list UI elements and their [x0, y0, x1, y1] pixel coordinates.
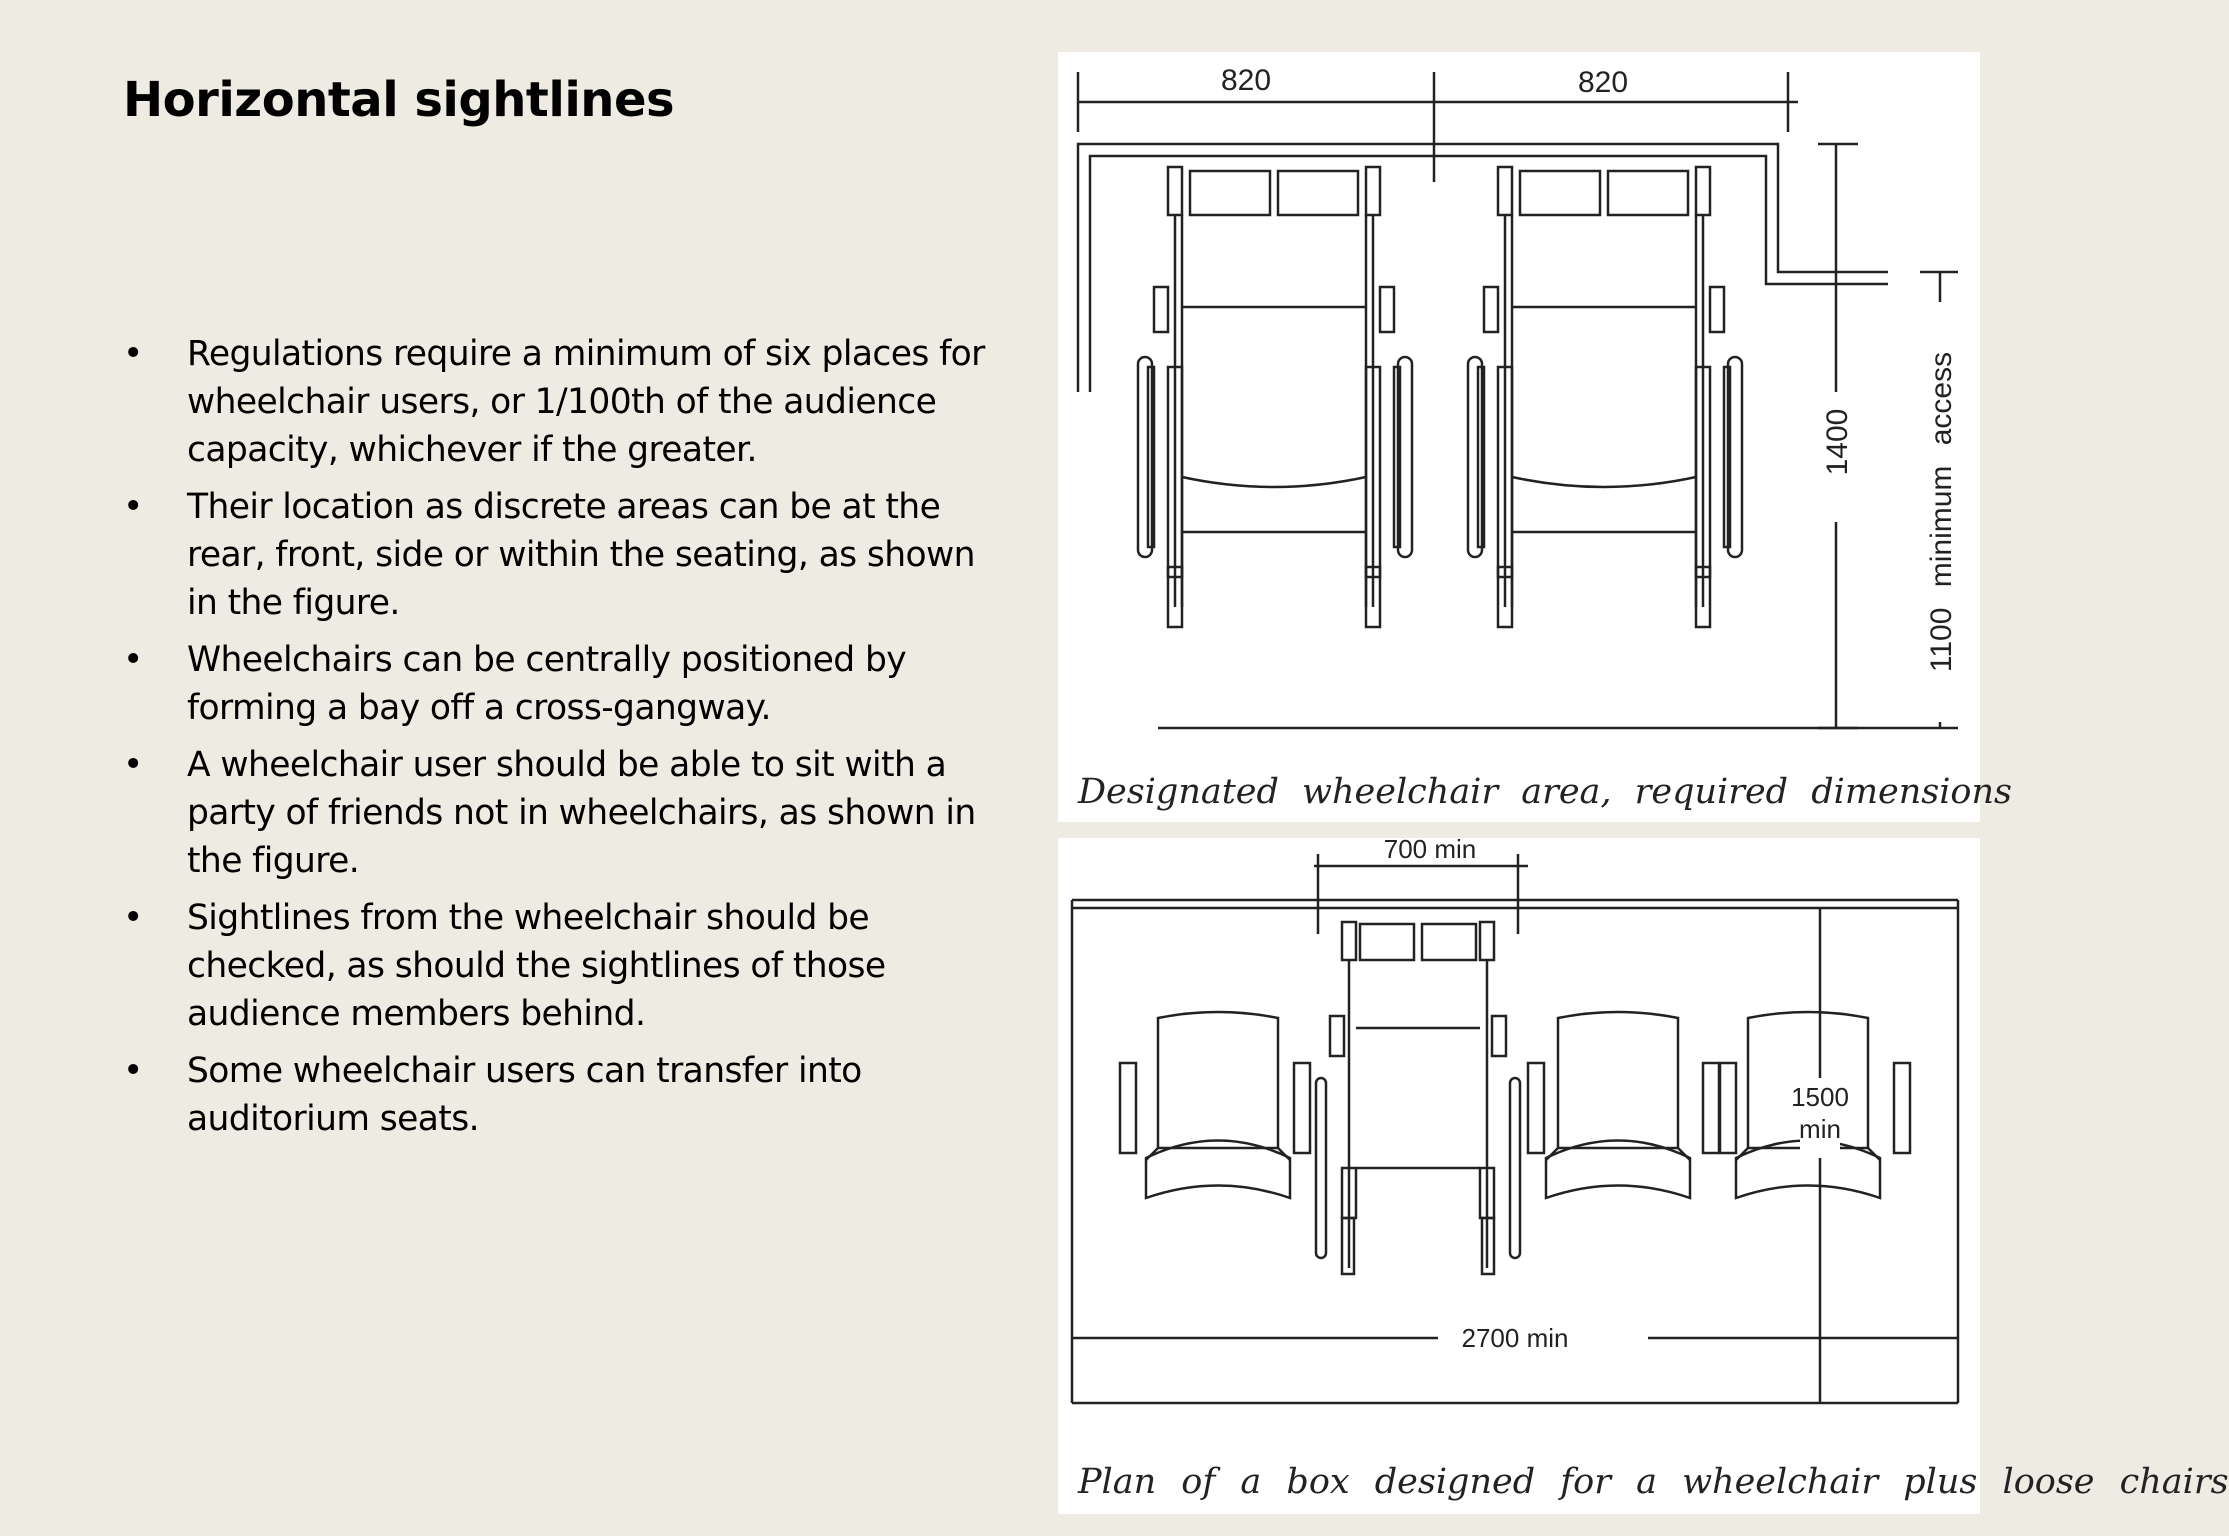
dim-wheelchair-width: 700 min [1383, 834, 1477, 864]
bullet-item [123, 636, 1013, 732]
dim-depth-unit: min [1799, 1114, 1841, 1144]
bullet-item [123, 1047, 1013, 1143]
figure-box-plan [1058, 834, 2229, 1514]
dim-width-left: 820 [1220, 64, 1272, 97]
bullet-dot: • [123, 640, 143, 680]
figure-wheelchair-area [1058, 52, 2012, 822]
bullet-dot: • [123, 745, 143, 785]
bullet-list [123, 330, 1013, 1152]
bullet-item [123, 330, 1013, 474]
bullet-item [123, 894, 1013, 1038]
bullet-text: A wheelchair user should be able to sit with a party of friends not in wheelchairs, as shown in the figure. [187, 745, 976, 881]
loose-chair-icon [1546, 1012, 1690, 1198]
dim-access: 1100 minimum access [1925, 351, 1958, 673]
dim-total-width: 2700 min [1461, 1323, 1569, 1353]
bullet-text: Wheelchairs can be centrally positioned by forming a bay off a cross-gangway. [187, 640, 907, 728]
slide-title: Horizontal sightlines [123, 72, 675, 128]
wheelchair-area-drawing [1058, 52, 1980, 822]
wheelchair-left-icon [1138, 167, 1412, 627]
bullet-dot: • [123, 334, 143, 374]
box-plan-drawing [1058, 834, 1980, 1514]
bullet-text: Their location as discrete areas can be at the rear, front, side or within the seating, as shown in the figure. [187, 487, 975, 623]
loose-chair-icon [1146, 1012, 1290, 1198]
wheelchair-right-icon [1468, 167, 1742, 627]
caption-bottom: Plan of a box designed for a wheelchair plus loose chairs [1078, 1462, 2229, 1502]
bullet-text: Some wheelchair users can transfer into auditorium seats. [187, 1051, 862, 1139]
dim-depth: 1400 [1821, 408, 1854, 476]
bullet-item [123, 483, 1013, 627]
bullet-item [123, 741, 1013, 885]
bullet-dot: • [123, 487, 143, 527]
caption-top: Designated wheelchair area, required dimensions [1078, 772, 2012, 812]
bullet-dot: • [123, 898, 143, 938]
bullet-dot: • [123, 1051, 143, 1091]
bullet-text: Sightlines from the wheelchair should be checked, as should the sightlines of those audience members behind. [187, 898, 886, 1034]
bullet-text: Regulations require a minimum of six places for wheelchair users, or 1/100th of the audience capacity, whichever if the greater. [187, 334, 985, 470]
dim-width-right: 820 [1577, 66, 1629, 99]
wheelchair-icon [1316, 922, 1520, 1274]
dim-depth-value: 1500 [1791, 1082, 1849, 1112]
